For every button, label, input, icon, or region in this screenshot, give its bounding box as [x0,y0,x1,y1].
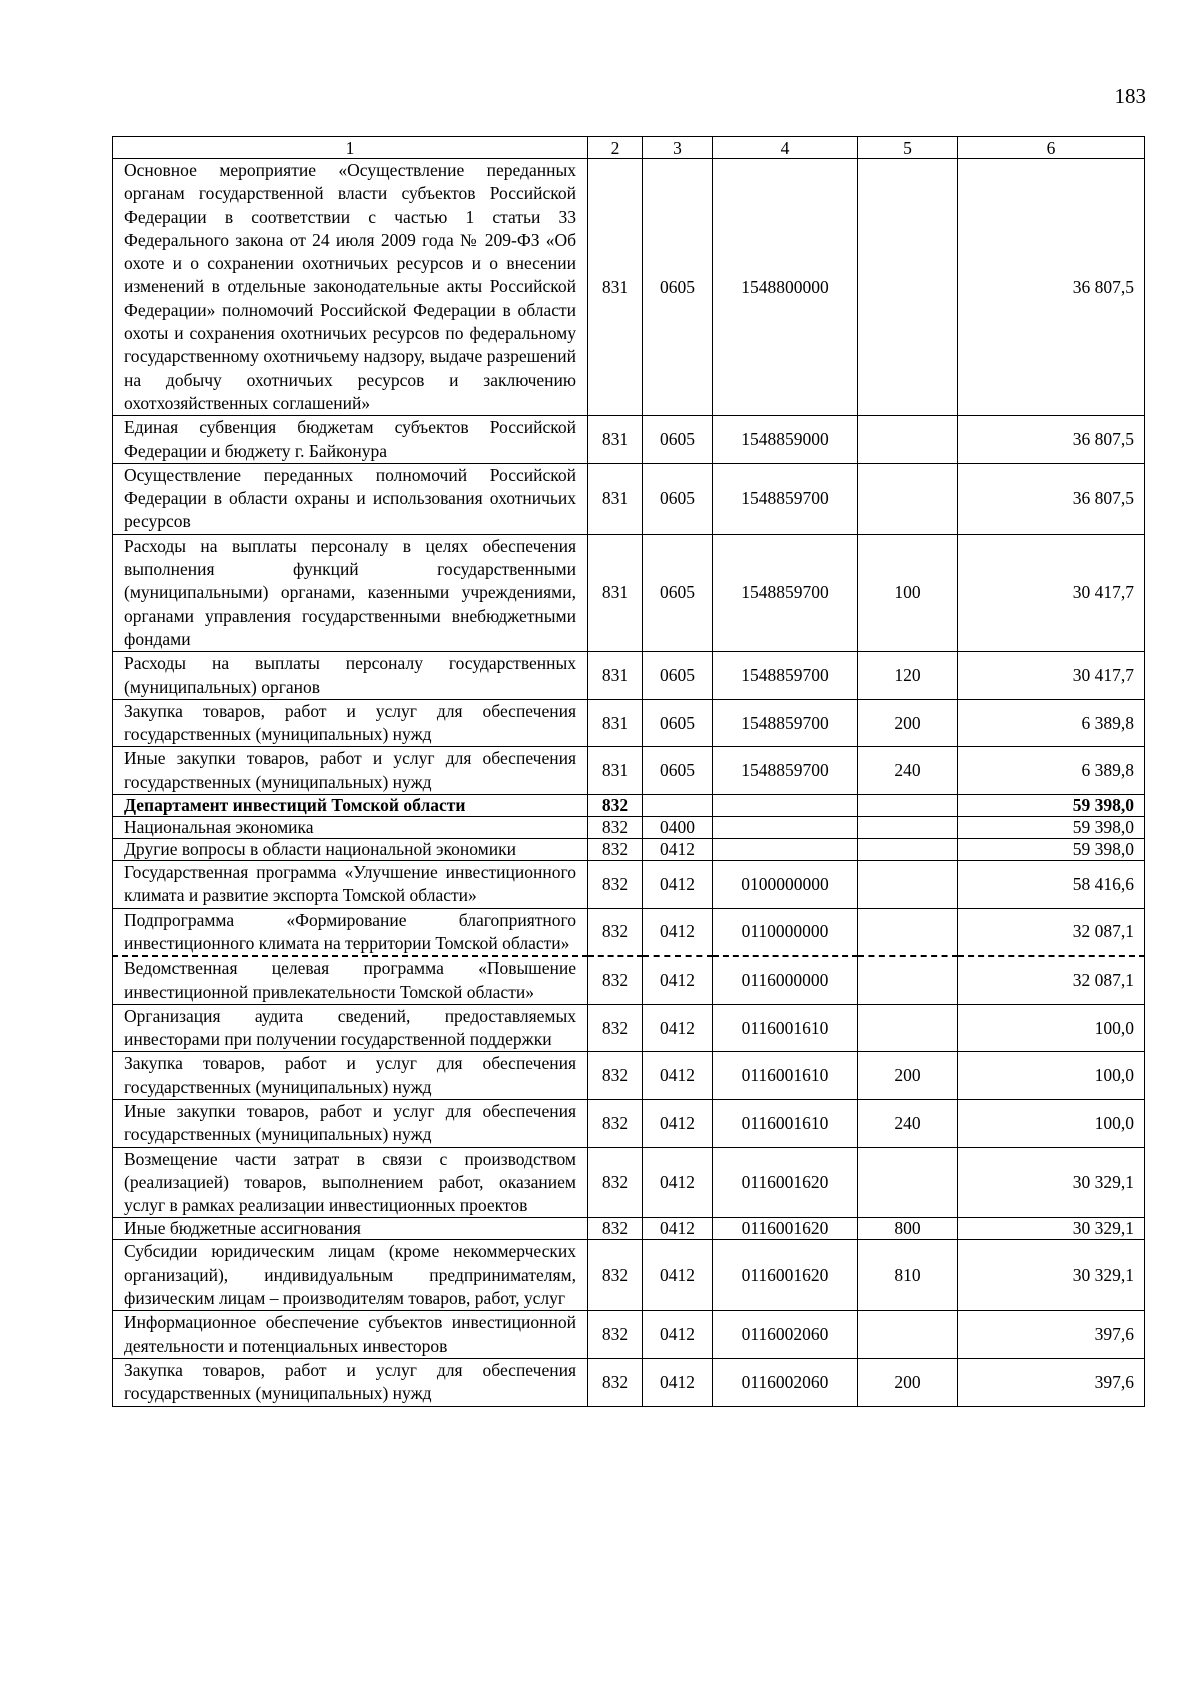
cell-target-article: 1548859700 [713,652,858,700]
cell-name: Подпрограмма «Формирование благоприятного инвестиционного климата на территории Томской области» [113,908,588,956]
cell-target-article: 1548859700 [713,463,858,534]
cell-amount: 59 398,0 [958,795,1145,817]
cell-expense-type [858,861,958,909]
cell-expense-type: 240 [858,747,958,795]
cell-name: Ведомственная целевая программа «Повышение инвестиционной привлекательности Томской области» [113,956,588,1004]
cell-name: Организация аудита сведений, предоставляемых инвесторами при получении государственной поддержки [113,1004,588,1052]
cell-target-article [713,839,858,861]
cell-amount: 30 329,1 [958,1218,1145,1240]
cell-name: Расходы на выплаты персоналу государственных (муниципальных) органов [113,652,588,700]
cell-ministry-code: 832 [588,795,643,817]
table-row [113,1099,1145,1147]
cell-ministry-code: 832 [588,1052,643,1100]
cell-ministry-code: 831 [588,416,643,464]
cell-expense-type [858,839,958,861]
cell-expense-type [858,1147,958,1218]
cell-amount: 6 389,8 [958,747,1145,795]
cell-section-code: 0605 [643,416,713,464]
header-col-1: 1 [113,137,588,159]
table-row [113,1052,1145,1100]
cell-amount: 30 329,1 [958,1147,1145,1218]
cell-section-code: 0605 [643,747,713,795]
cell-name: Единая субвенция бюджетам субъектов Российской Федерации и бюджету г. Байконура [113,416,588,464]
cell-ministry-code: 832 [588,1147,643,1218]
cell-expense-type [858,159,958,416]
cell-ministry-code: 831 [588,463,643,534]
table-row [113,1311,1145,1359]
cell-amount: 397,6 [958,1358,1145,1406]
header-col-5: 5 [858,137,958,159]
cell-amount: 100,0 [958,1052,1145,1100]
cell-section-code: 0400 [643,817,713,839]
header-col-3: 3 [643,137,713,159]
header-col-2: 2 [588,137,643,159]
header-col-4: 4 [713,137,858,159]
cell-name: Департамент инвестиций Томской области [113,795,588,817]
cell-target-article: 0116001610 [713,1099,858,1147]
cell-amount: 32 087,1 [958,956,1145,1004]
cell-name: Иные закупки товаров, работ и услуг для обеспечения государственных (муниципальных) нужд [113,747,588,795]
cell-name: Закупка товаров, работ и услуг для обеспечения государственных (муниципальных) нужд [113,1358,588,1406]
cell-expense-type [858,416,958,464]
cell-expense-type: 810 [858,1240,958,1311]
cell-expense-type [858,956,958,1004]
table-row [113,956,1145,1004]
cell-ministry-code: 832 [588,839,643,861]
cell-expense-type [858,1004,958,1052]
cell-section-code: 0412 [643,861,713,909]
cell-ministry-code: 831 [588,534,643,651]
table-row [113,463,1145,534]
table-row [113,1358,1145,1406]
table-row [113,817,1145,839]
table-row [113,861,1145,909]
cell-ministry-code: 832 [588,861,643,909]
table-row [113,839,1145,861]
cell-target-article: 0116002060 [713,1358,858,1406]
cell-target-article: 0110000000 [713,908,858,956]
cell-name: Возмещение части затрат в связи с производством (реализацией) товаров, выполнением работ, оказанием услуг в рамках реализации инвестиционных проектов [113,1147,588,1218]
table-row [113,1218,1145,1240]
cell-expense-type: 240 [858,1099,958,1147]
cell-target-article: 0116001610 [713,1004,858,1052]
cell-name: Иные закупки товаров, работ и услуг для обеспечения государственных (муниципальных) нужд [113,1099,588,1147]
cell-target-article: 1548859700 [713,699,858,747]
cell-amount: 100,0 [958,1004,1145,1052]
cell-expense-type [858,795,958,817]
cell-amount: 58 416,6 [958,861,1145,909]
cell-target-article: 0116002060 [713,1311,858,1359]
cell-section-code: 0412 [643,956,713,1004]
cell-expense-type: 200 [858,1358,958,1406]
cell-name: Расходы на выплаты персоналу в целях обеспечения выполнения функций государственными (муниципальными) органами, казенными учреждениями, органами управления государственными внебюджетными фондами [113,534,588,651]
cell-section-code: 0412 [643,908,713,956]
table-row [113,159,1145,416]
cell-expense-type [858,463,958,534]
cell-ministry-code: 832 [588,1218,643,1240]
cell-expense-type: 100 [858,534,958,651]
cell-name: Основное мероприятие «Осуществление переданных органам государственной власти субъектов Российской Федерации в соответствии с частью 1 статьи 33 Федерального закона от 24 июля 2009 года № 209-ФЗ «Об охоте и о сохранении охотничьих ресурсов и о внесении изменений в отдельные законодательные акты Российской Федерации» полномочий Российской Федерации в области охоты и сохранения охотничьих ресурсов по федеральному государственному охотничьему надзору, выдаче разрешений на добычу охотничьих ресурсов и заключению охотхозяйственных соглашений» [113,159,588,416]
cell-ministry-code: 832 [588,817,643,839]
table-row [113,1004,1145,1052]
cell-name: Информационное обеспечение субъектов инвестиционной деятельности и потенциальных инвесторов [113,1311,588,1359]
cell-ministry-code: 831 [588,652,643,700]
cell-expense-type [858,908,958,956]
cell-amount: 100,0 [958,1099,1145,1147]
cell-name: Другие вопросы в области национальной экономики [113,839,588,861]
cell-target-article [713,817,858,839]
cell-amount: 36 807,5 [958,159,1145,416]
cell-expense-type [858,817,958,839]
cell-section-code: 0412 [643,1004,713,1052]
cell-expense-type: 200 [858,1052,958,1100]
cell-expense-type [858,1311,958,1359]
cell-expense-type: 200 [858,699,958,747]
table-row [113,1240,1145,1311]
cell-amount: 6 389,8 [958,699,1145,747]
cell-amount: 30 417,7 [958,652,1145,700]
cell-ministry-code: 832 [588,1240,643,1311]
cell-amount: 59 398,0 [958,817,1145,839]
cell-target-article: 0116001620 [713,1147,858,1218]
cell-ministry-code: 832 [588,1311,643,1359]
cell-target-article [713,795,858,817]
table-row [113,534,1145,651]
cell-name: Осуществление переданных полномочий Российской Федерации в области охраны и использования охотничьих ресурсов [113,463,588,534]
cell-amount: 32 087,1 [958,908,1145,956]
cell-section-code [643,795,713,817]
cell-section-code: 0412 [643,839,713,861]
cell-amount: 30 329,1 [958,1240,1145,1311]
table-row [113,1147,1145,1218]
cell-target-article: 0116001620 [713,1240,858,1311]
cell-amount: 59 398,0 [958,839,1145,861]
header-col-6: 6 [958,137,1145,159]
cell-section-code: 0412 [643,1099,713,1147]
cell-section-code: 0412 [643,1052,713,1100]
cell-target-article: 0100000000 [713,861,858,909]
table-row [113,908,1145,956]
cell-amount: 36 807,5 [958,463,1145,534]
cell-ministry-code: 832 [588,1004,643,1052]
cell-section-code: 0605 [643,463,713,534]
cell-name: Закупка товаров, работ и услуг для обеспечения государственных (муниципальных) нужд [113,699,588,747]
cell-section-code: 0412 [643,1311,713,1359]
budget-table [112,136,1145,1407]
cell-section-code: 0605 [643,159,713,416]
cell-ministry-code: 832 [588,908,643,956]
cell-target-article: 1548859000 [713,416,858,464]
cell-section-code: 0412 [643,1358,713,1406]
cell-name: Иные бюджетные ассигнования [113,1218,588,1240]
cell-ministry-code: 832 [588,1099,643,1147]
cell-target-article: 1548859700 [713,747,858,795]
cell-target-article: 1548859700 [713,534,858,651]
cell-expense-type: 800 [858,1218,958,1240]
cell-section-code: 0605 [643,699,713,747]
cell-section-code: 0412 [643,1240,713,1311]
cell-amount: 36 807,5 [958,416,1145,464]
cell-name: Государственная программа «Улучшение инвестиционного климата и развитие экспорта Томской области» [113,861,588,909]
cell-target-article: 0116001610 [713,1052,858,1100]
cell-ministry-code: 832 [588,1358,643,1406]
cell-target-article: 0116001620 [713,1218,858,1240]
table-row [113,795,1145,817]
cell-name: Закупка товаров, работ и услуг для обеспечения государственных (муниципальных) нужд [113,1052,588,1100]
cell-ministry-code: 832 [588,956,643,1004]
cell-target-article: 1548800000 [713,159,858,416]
table-row [113,416,1145,464]
cell-target-article: 0116000000 [713,956,858,1004]
cell-section-code: 0605 [643,652,713,700]
cell-amount: 30 417,7 [958,534,1145,651]
cell-section-code: 0412 [643,1218,713,1240]
header-row [113,137,1145,159]
cell-ministry-code: 831 [588,699,643,747]
table-row [113,747,1145,795]
table-row [113,652,1145,700]
cell-ministry-code: 831 [588,159,643,416]
cell-name: Субсидии юридическим лицам (кроме некоммерческих организаций), индивидуальным предпринимателям, физическим лицам – производителям товаров, работ, услуг [113,1240,588,1311]
page-number: 183 [1114,84,1146,108]
cell-ministry-code: 831 [588,747,643,795]
cell-expense-type: 120 [858,652,958,700]
cell-name: Национальная экономика [113,817,588,839]
cell-section-code: 0605 [643,534,713,651]
table-row [113,699,1145,747]
cell-amount: 397,6 [958,1311,1145,1359]
cell-section-code: 0412 [643,1147,713,1218]
